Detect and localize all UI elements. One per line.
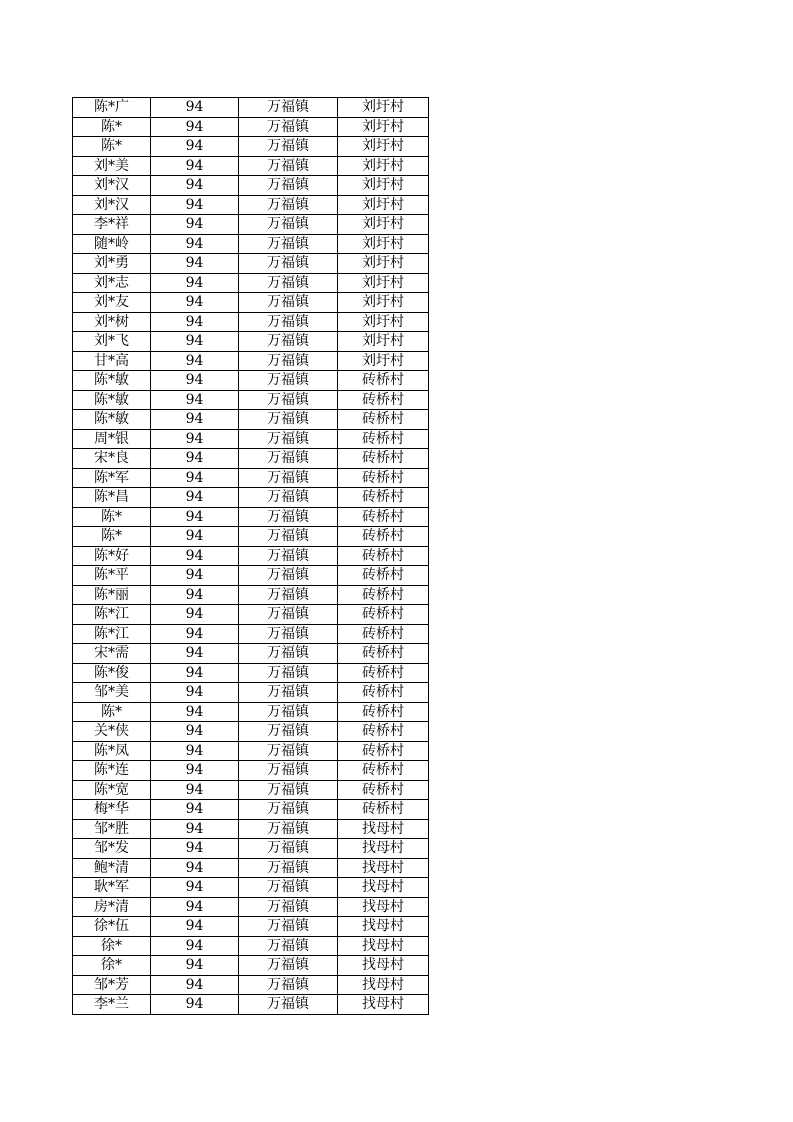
name-cell: 刘*汉 [73, 176, 151, 196]
village-cell: 砖桥村 [338, 624, 429, 644]
town-cell: 万福镇 [239, 371, 338, 391]
town-cell: 万福镇 [239, 527, 338, 547]
table-row [73, 702, 429, 722]
name-cell: 随*岭 [73, 234, 151, 254]
table-row [73, 722, 429, 742]
town-cell: 万福镇 [239, 995, 338, 1015]
table-row [73, 936, 429, 956]
age-cell: 94 [151, 839, 239, 859]
village-cell: 砖桥村 [338, 605, 429, 625]
town-cell: 万福镇 [239, 254, 338, 274]
name-cell: 周*银 [73, 429, 151, 449]
town-cell: 万福镇 [239, 605, 338, 625]
name-cell: 徐* [73, 936, 151, 956]
table-row [73, 176, 429, 196]
village-cell: 砖桥村 [338, 488, 429, 508]
name-cell: 陈*平 [73, 566, 151, 586]
name-cell: 邹*发 [73, 839, 151, 859]
village-cell: 找母村 [338, 897, 429, 917]
village-cell: 刘圩村 [338, 176, 429, 196]
table-row [73, 683, 429, 703]
name-cell: 刘*树 [73, 312, 151, 332]
age-cell: 94 [151, 566, 239, 586]
town-cell: 万福镇 [239, 741, 338, 761]
age-cell: 94 [151, 975, 239, 995]
name-cell: 邹*美 [73, 683, 151, 703]
age-cell: 94 [151, 488, 239, 508]
village-cell: 砖桥村 [338, 780, 429, 800]
name-cell: 陈* [73, 702, 151, 722]
town-cell: 万福镇 [239, 410, 338, 430]
age-cell: 94 [151, 234, 239, 254]
age-cell: 94 [151, 741, 239, 761]
town-cell: 万福镇 [239, 390, 338, 410]
age-cell: 94 [151, 917, 239, 937]
age-cell: 94 [151, 410, 239, 430]
village-cell: 找母村 [338, 975, 429, 995]
village-cell: 砖桥村 [338, 507, 429, 527]
town-cell: 万福镇 [239, 137, 338, 157]
name-cell: 刘*志 [73, 273, 151, 293]
village-cell: 砖桥村 [338, 800, 429, 820]
town-cell: 万福镇 [239, 585, 338, 605]
age-cell: 94 [151, 897, 239, 917]
table-row [73, 215, 429, 235]
table-row [73, 546, 429, 566]
name-cell: 鲍*清 [73, 858, 151, 878]
village-cell: 砖桥村 [338, 722, 429, 742]
town-cell: 万福镇 [239, 683, 338, 703]
village-cell: 砖桥村 [338, 683, 429, 703]
name-cell: 徐*伍 [73, 917, 151, 937]
village-cell: 刘圩村 [338, 234, 429, 254]
name-cell: 刘*飞 [73, 332, 151, 352]
table-row [73, 468, 429, 488]
town-cell: 万福镇 [239, 507, 338, 527]
table-row [73, 527, 429, 547]
table-row [73, 663, 429, 683]
town-cell: 万福镇 [239, 956, 338, 976]
village-cell: 砖桥村 [338, 585, 429, 605]
age-cell: 94 [151, 390, 239, 410]
town-cell: 万福镇 [239, 215, 338, 235]
name-cell: 陈*江 [73, 624, 151, 644]
town-cell: 万福镇 [239, 917, 338, 937]
age-cell: 94 [151, 702, 239, 722]
table-row [73, 878, 429, 898]
name-cell: 陈*凤 [73, 741, 151, 761]
village-cell: 刘圩村 [338, 273, 429, 293]
village-cell: 找母村 [338, 839, 429, 859]
town-cell: 万福镇 [239, 156, 338, 176]
name-cell: 邹*芳 [73, 975, 151, 995]
table-row [73, 312, 429, 332]
age-cell: 94 [151, 819, 239, 839]
table-row [73, 195, 429, 215]
town-cell: 万福镇 [239, 351, 338, 371]
town-cell: 万福镇 [239, 722, 338, 742]
town-cell: 万福镇 [239, 468, 338, 488]
town-cell: 万福镇 [239, 195, 338, 215]
table-body [73, 98, 429, 1015]
town-cell: 万福镇 [239, 429, 338, 449]
age-cell: 94 [151, 956, 239, 976]
town-cell: 万福镇 [239, 332, 338, 352]
table-row [73, 858, 429, 878]
name-cell: 陈* [73, 527, 151, 547]
age-cell: 94 [151, 663, 239, 683]
village-cell: 砖桥村 [338, 390, 429, 410]
table-row [73, 371, 429, 391]
table-row [73, 390, 429, 410]
age-cell: 94 [151, 156, 239, 176]
village-cell: 刘圩村 [338, 117, 429, 137]
village-cell: 刘圩村 [338, 156, 429, 176]
name-cell: 陈* [73, 137, 151, 157]
age-cell: 94 [151, 936, 239, 956]
village-cell: 砖桥村 [338, 449, 429, 469]
name-cell: 邹*胜 [73, 819, 151, 839]
data-table [72, 97, 429, 1015]
town-cell: 万福镇 [239, 839, 338, 859]
town-cell: 万福镇 [239, 449, 338, 469]
name-cell: 陈* [73, 507, 151, 527]
town-cell: 万福镇 [239, 800, 338, 820]
age-cell: 94 [151, 468, 239, 488]
village-cell: 砖桥村 [338, 410, 429, 430]
age-cell: 94 [151, 98, 239, 118]
age-cell: 94 [151, 195, 239, 215]
table-row [73, 585, 429, 605]
age-cell: 94 [151, 995, 239, 1015]
town-cell: 万福镇 [239, 117, 338, 137]
table-row [73, 98, 429, 118]
age-cell: 94 [151, 507, 239, 527]
table-row [73, 780, 429, 800]
town-cell: 万福镇 [239, 663, 338, 683]
village-cell: 找母村 [338, 936, 429, 956]
table-row [73, 332, 429, 352]
town-cell: 万福镇 [239, 312, 338, 332]
table-row [73, 644, 429, 664]
table-row [73, 410, 429, 430]
age-cell: 94 [151, 722, 239, 742]
town-cell: 万福镇 [239, 761, 338, 781]
table-row [73, 761, 429, 781]
table-row [73, 741, 429, 761]
village-cell: 找母村 [338, 995, 429, 1015]
village-cell: 砖桥村 [338, 371, 429, 391]
village-cell: 找母村 [338, 956, 429, 976]
name-cell: 房*清 [73, 897, 151, 917]
table-row [73, 293, 429, 313]
village-cell: 找母村 [338, 858, 429, 878]
village-cell: 刘圩村 [338, 351, 429, 371]
name-cell: 陈*军 [73, 468, 151, 488]
name-cell: 陈*丽 [73, 585, 151, 605]
town-cell: 万福镇 [239, 702, 338, 722]
age-cell: 94 [151, 585, 239, 605]
name-cell: 陈*广 [73, 98, 151, 118]
name-cell: 陈*好 [73, 546, 151, 566]
table-row [73, 975, 429, 995]
village-cell: 找母村 [338, 878, 429, 898]
age-cell: 94 [151, 117, 239, 137]
table-row [73, 273, 429, 293]
name-cell: 陈*宽 [73, 780, 151, 800]
village-cell: 砖桥村 [338, 546, 429, 566]
age-cell: 94 [151, 254, 239, 274]
town-cell: 万福镇 [239, 819, 338, 839]
name-cell: 刘*友 [73, 293, 151, 313]
age-cell: 94 [151, 546, 239, 566]
table-row [73, 429, 429, 449]
name-cell: 刘*美 [73, 156, 151, 176]
name-cell: 刘*勇 [73, 254, 151, 274]
name-cell: 徐* [73, 956, 151, 976]
village-cell: 砖桥村 [338, 429, 429, 449]
name-cell: 李*兰 [73, 995, 151, 1015]
table-row [73, 351, 429, 371]
village-cell: 砖桥村 [338, 702, 429, 722]
table-row [73, 956, 429, 976]
village-cell: 砖桥村 [338, 741, 429, 761]
table-row [73, 839, 429, 859]
town-cell: 万福镇 [239, 234, 338, 254]
town-cell: 万福镇 [239, 293, 338, 313]
table-row [73, 156, 429, 176]
name-cell: 陈*敏 [73, 410, 151, 430]
town-cell: 万福镇 [239, 624, 338, 644]
age-cell: 94 [151, 800, 239, 820]
name-cell: 梅*华 [73, 800, 151, 820]
town-cell: 万福镇 [239, 858, 338, 878]
town-cell: 万福镇 [239, 488, 338, 508]
table-row [73, 254, 429, 274]
age-cell: 94 [151, 644, 239, 664]
table-row [73, 566, 429, 586]
age-cell: 94 [151, 761, 239, 781]
age-cell: 94 [151, 624, 239, 644]
town-cell: 万福镇 [239, 878, 338, 898]
age-cell: 94 [151, 878, 239, 898]
name-cell: 耿*军 [73, 878, 151, 898]
town-cell: 万福镇 [239, 780, 338, 800]
village-cell: 砖桥村 [338, 644, 429, 664]
age-cell: 94 [151, 858, 239, 878]
village-cell: 砖桥村 [338, 663, 429, 683]
age-cell: 94 [151, 351, 239, 371]
table-row [73, 234, 429, 254]
town-cell: 万福镇 [239, 897, 338, 917]
name-cell: 宋*需 [73, 644, 151, 664]
age-cell: 94 [151, 371, 239, 391]
village-cell: 刘圩村 [338, 98, 429, 118]
town-cell: 万福镇 [239, 98, 338, 118]
village-cell: 找母村 [338, 917, 429, 937]
table-row [73, 507, 429, 527]
name-cell: 陈*江 [73, 605, 151, 625]
age-cell: 94 [151, 137, 239, 157]
table-row [73, 488, 429, 508]
table-row [73, 897, 429, 917]
town-cell: 万福镇 [239, 176, 338, 196]
town-cell: 万福镇 [239, 566, 338, 586]
town-cell: 万福镇 [239, 546, 338, 566]
village-cell: 刘圩村 [338, 254, 429, 274]
age-cell: 94 [151, 293, 239, 313]
table-row [73, 624, 429, 644]
name-cell: 甘*高 [73, 351, 151, 371]
village-cell: 刘圩村 [338, 215, 429, 235]
age-cell: 94 [151, 273, 239, 293]
village-cell: 刘圩村 [338, 137, 429, 157]
town-cell: 万福镇 [239, 644, 338, 664]
table-row [73, 449, 429, 469]
table-row [73, 117, 429, 137]
age-cell: 94 [151, 780, 239, 800]
village-cell: 砖桥村 [338, 761, 429, 781]
name-cell: 陈*连 [73, 761, 151, 781]
village-cell: 砖桥村 [338, 468, 429, 488]
age-cell: 94 [151, 332, 239, 352]
name-cell: 陈* [73, 117, 151, 137]
table-row [73, 995, 429, 1015]
age-cell: 94 [151, 215, 239, 235]
village-cell: 刘圩村 [338, 195, 429, 215]
village-cell: 砖桥村 [338, 566, 429, 586]
age-cell: 94 [151, 449, 239, 469]
village-cell: 刘圩村 [338, 332, 429, 352]
village-cell: 刘圩村 [338, 312, 429, 332]
age-cell: 94 [151, 527, 239, 547]
age-cell: 94 [151, 176, 239, 196]
table-row [73, 819, 429, 839]
age-cell: 94 [151, 312, 239, 332]
name-cell: 宋*良 [73, 449, 151, 469]
village-cell: 砖桥村 [338, 527, 429, 547]
table-row [73, 800, 429, 820]
table-row [73, 137, 429, 157]
name-cell: 陈*敏 [73, 371, 151, 391]
table-row [73, 605, 429, 625]
name-cell: 陈*敏 [73, 390, 151, 410]
name-cell: 关*侠 [73, 722, 151, 742]
age-cell: 94 [151, 429, 239, 449]
name-cell: 李*祥 [73, 215, 151, 235]
table-row [73, 917, 429, 937]
village-cell: 找母村 [338, 819, 429, 839]
age-cell: 94 [151, 605, 239, 625]
name-cell: 刘*汉 [73, 195, 151, 215]
age-cell: 94 [151, 683, 239, 703]
town-cell: 万福镇 [239, 975, 338, 995]
town-cell: 万福镇 [239, 936, 338, 956]
town-cell: 万福镇 [239, 273, 338, 293]
village-cell: 刘圩村 [338, 293, 429, 313]
name-cell: 陈*俊 [73, 663, 151, 683]
name-cell: 陈*昌 [73, 488, 151, 508]
